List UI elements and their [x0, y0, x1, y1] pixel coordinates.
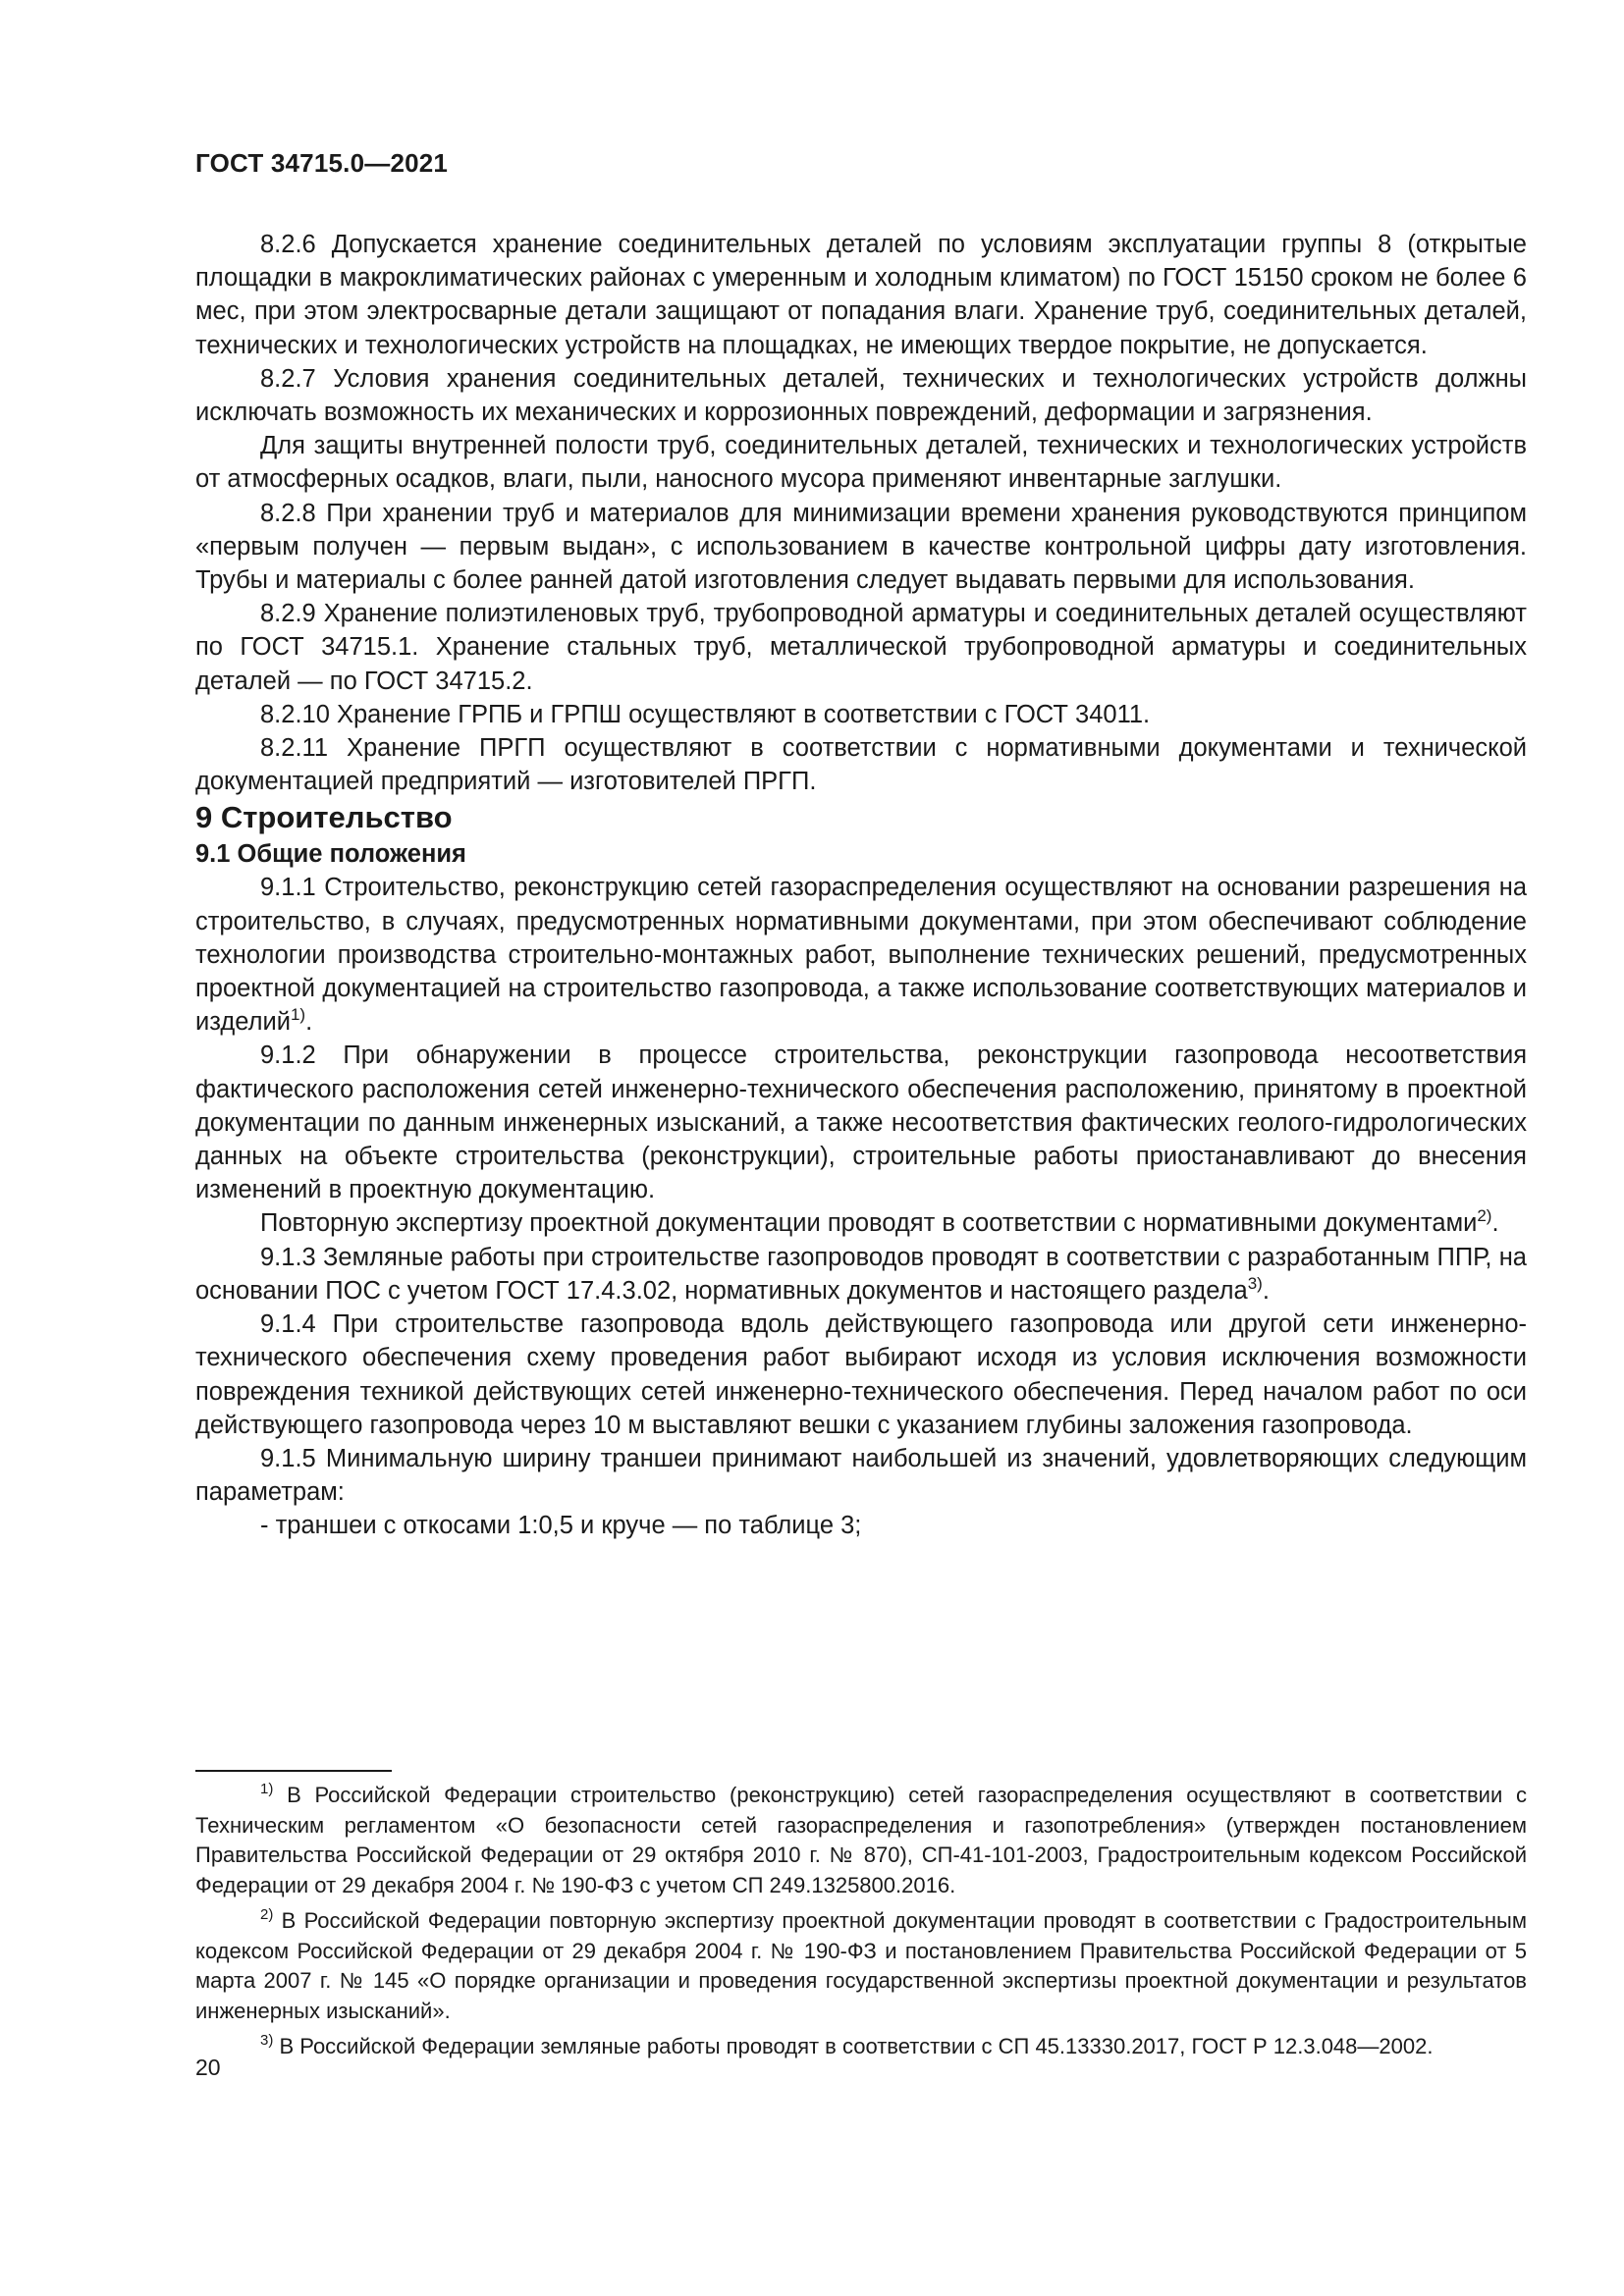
footnote-ref[interactable]: 3) [1247, 1273, 1263, 1293]
footnote-text: В Российской Федерации земляные работы проводят в соответствии с СП 45.13330.2017, ГОСТ Р 12.3.048—2002. [273, 2034, 1434, 2058]
footnote-3 [195, 2032, 1527, 2062]
main-content [195, 228, 1527, 1543]
footnote-text: В Российской Федерации строительство (реконструкцию) сетей газораспределения осуществляют в соответствии с Техническим регламентом «О безопасности сетей газораспределения и газопотребления» (утвержден постановлением Правительства Российской Федерации от 29 октября 2010 г. № 870), СП-41-101-2003, Градостроительным кодексом Российской Федерации от 29 декабря 2004 г. № 190-ФЗ с учетом СП 249.1325800.2016. [195, 1783, 1527, 1897]
footnote-mark: 3) [260, 2032, 274, 2049]
paragraph-tail: . [1491, 1209, 1499, 1238]
footnote-1 [195, 1781, 1527, 1900]
paragraph-tail: . [1262, 1276, 1270, 1305]
paragraph-9-1-3 [195, 1241, 1527, 1308]
paragraph-9-1-4: 9.1.4 При строительстве газопровода вдоль действующего газопровода или другой сети инженерно-технического обеспечения схему проведения работ выбирают исходя из условия исключения возможности повреждения техникой действующих сетей инженерно-технического обеспечения. Перед началом работ по оси действующего газопровода через 10 м выставляют вешки с указанием глубины заложения газопровода. [195, 1310, 1527, 1439]
section-title: 9 Строительство [195, 800, 453, 835]
paragraph-8-2-9: 8.2.9 Хранение полиэтиленовых труб, трубопроводной арматуры и соединительных деталей осуществляют по ГОСТ 34715.1. Хранение стальных труб, металлической трубопроводной арматуры и соединительных деталей — по ГОСТ 34715.2. [195, 600, 1527, 695]
footnote-text: В Российской Федерации повторную экспертизу проектной документации проводят в соответствии с Градостроительным кодексом Российской Федерации от 29 декабря 2004 г. № 190-ФЗ и постановлением Правительства Российской Федерации от 5 марта 2007 г. № 145 «О порядке организации и проведения государственной экспертизы проектной документации и результатов инженерных изысканий». [195, 1908, 1527, 2023]
footnote-ref[interactable]: 2) [1477, 1206, 1492, 1226]
paragraph-9-1-5: 9.1.5 Минимальную ширину траншеи принимают наибольшей из значений, удовлетворяющих следующим параметрам: [195, 1444, 1527, 1507]
paragraph-9-1-1 [195, 871, 1527, 1039]
footnote-mark: 2) [260, 1906, 274, 1923]
footnotes [195, 1781, 1527, 2068]
paragraph-8-2-7: 8.2.7 Условия хранения соединительных деталей, технических и технологических устройств должны исключать возможность их механических и коррозионных повреждений, деформации и загрязнения. [195, 364, 1527, 427]
paragraph-text: Повторную экспертизу проектной документации проводят в соответствии с нормативными документами [260, 1209, 1478, 1238]
paragraph-8-2-10: 8.2.10 Хранение ГРПБ и ГРПШ осуществляют в соответствии с ГОСТ 34011. [260, 700, 1151, 728]
list-item: - траншеи с откосами 1:0,5 и круче — по таблице 3; [260, 1512, 862, 1540]
subsection-title: 9.1 Общие положения [195, 840, 466, 869]
footnote-2 [195, 1906, 1527, 2026]
paragraph-8-2-8: 8.2.8 При хранении труб и материалов для минимизации времени хранения руководствуются принципом «первым получен — первым выдан», с использованием в качестве контрольной цифры дату изготовления. Трубы и материалы с более ранней датой изготовления следует выдавать первыми для использования. [195, 499, 1527, 595]
paragraph-8-2-7-cont: Для защиты внутренней полости труб, соединительных деталей, технических и технологических устройств от атмосферных осадков, влаги, пыли, наносного мусора применяют инвентарные заглушки. [195, 432, 1527, 494]
footnote-divider [195, 1770, 392, 1772]
page-number: 20 [195, 2055, 221, 2080]
document-header: ГОСТ 34715.0—2021 [195, 148, 449, 178]
paragraph-tail: . [305, 1008, 313, 1037]
footnote-mark: 1) [260, 1781, 274, 1797]
paragraph-8-2-6: 8.2.6 Допускается хранение соединительных деталей по условиям эксплуатации группы 8 (открытые площадки в макроклиматических районах с умеренным и холодным климатом) по ГОСТ 15150 сроком не более 6 мес, при этом электросварные детали защищают от попадания влаги. Хранение труб, соединительных деталей, технических и технологических устройств на площадках, не имеющих твердое покрытие, не допускается. [195, 231, 1527, 359]
paragraph-text: 9.1.1 Строительство, реконструкцию сетей газораспределения осуществляют на основании разрешения на строительство, в случаях, предусмотренных нормативными документами, при этом обеспечивают соблюдение технологии производства строительно-монтажных работ, выполнение технических решений, предусмотренных проектной документацией на строительство газопровода, а также использование соответствующих материалов и изделий [195, 874, 1527, 1037]
paragraph-text: 9.1.3 Земляные работы при строительстве газопроводов проводят в соответствии с разработанным ППР, на основании ПОС с учетом ГОСТ 17.4.3.02, нормативных документов и настоящего раздела [195, 1243, 1527, 1305]
paragraph-9-1-2: 9.1.2 При обнаружении в процессе строительства, реконструкции газопровода несоответствия фактического расположения сетей инженерно-технического обеспечения расположению, принятому в проектной документации по данным инженерных изысканий, а также несоответствия фактических геолого-гидрологических данных на объекте строительства (реконструкции), строительные работы приостанавливают до внесения изменений в проектную документацию. [195, 1041, 1527, 1204]
footnote-ref[interactable]: 1) [290, 1005, 306, 1025]
paragraph-9-1-2-cont [195, 1206, 1527, 1240]
paragraph-8-2-11: 8.2.11 Хранение ПРГП осуществляют в соответствии с нормативными документами и технической документацией предприятий — изготовителей ПРГП. [195, 734, 1527, 796]
